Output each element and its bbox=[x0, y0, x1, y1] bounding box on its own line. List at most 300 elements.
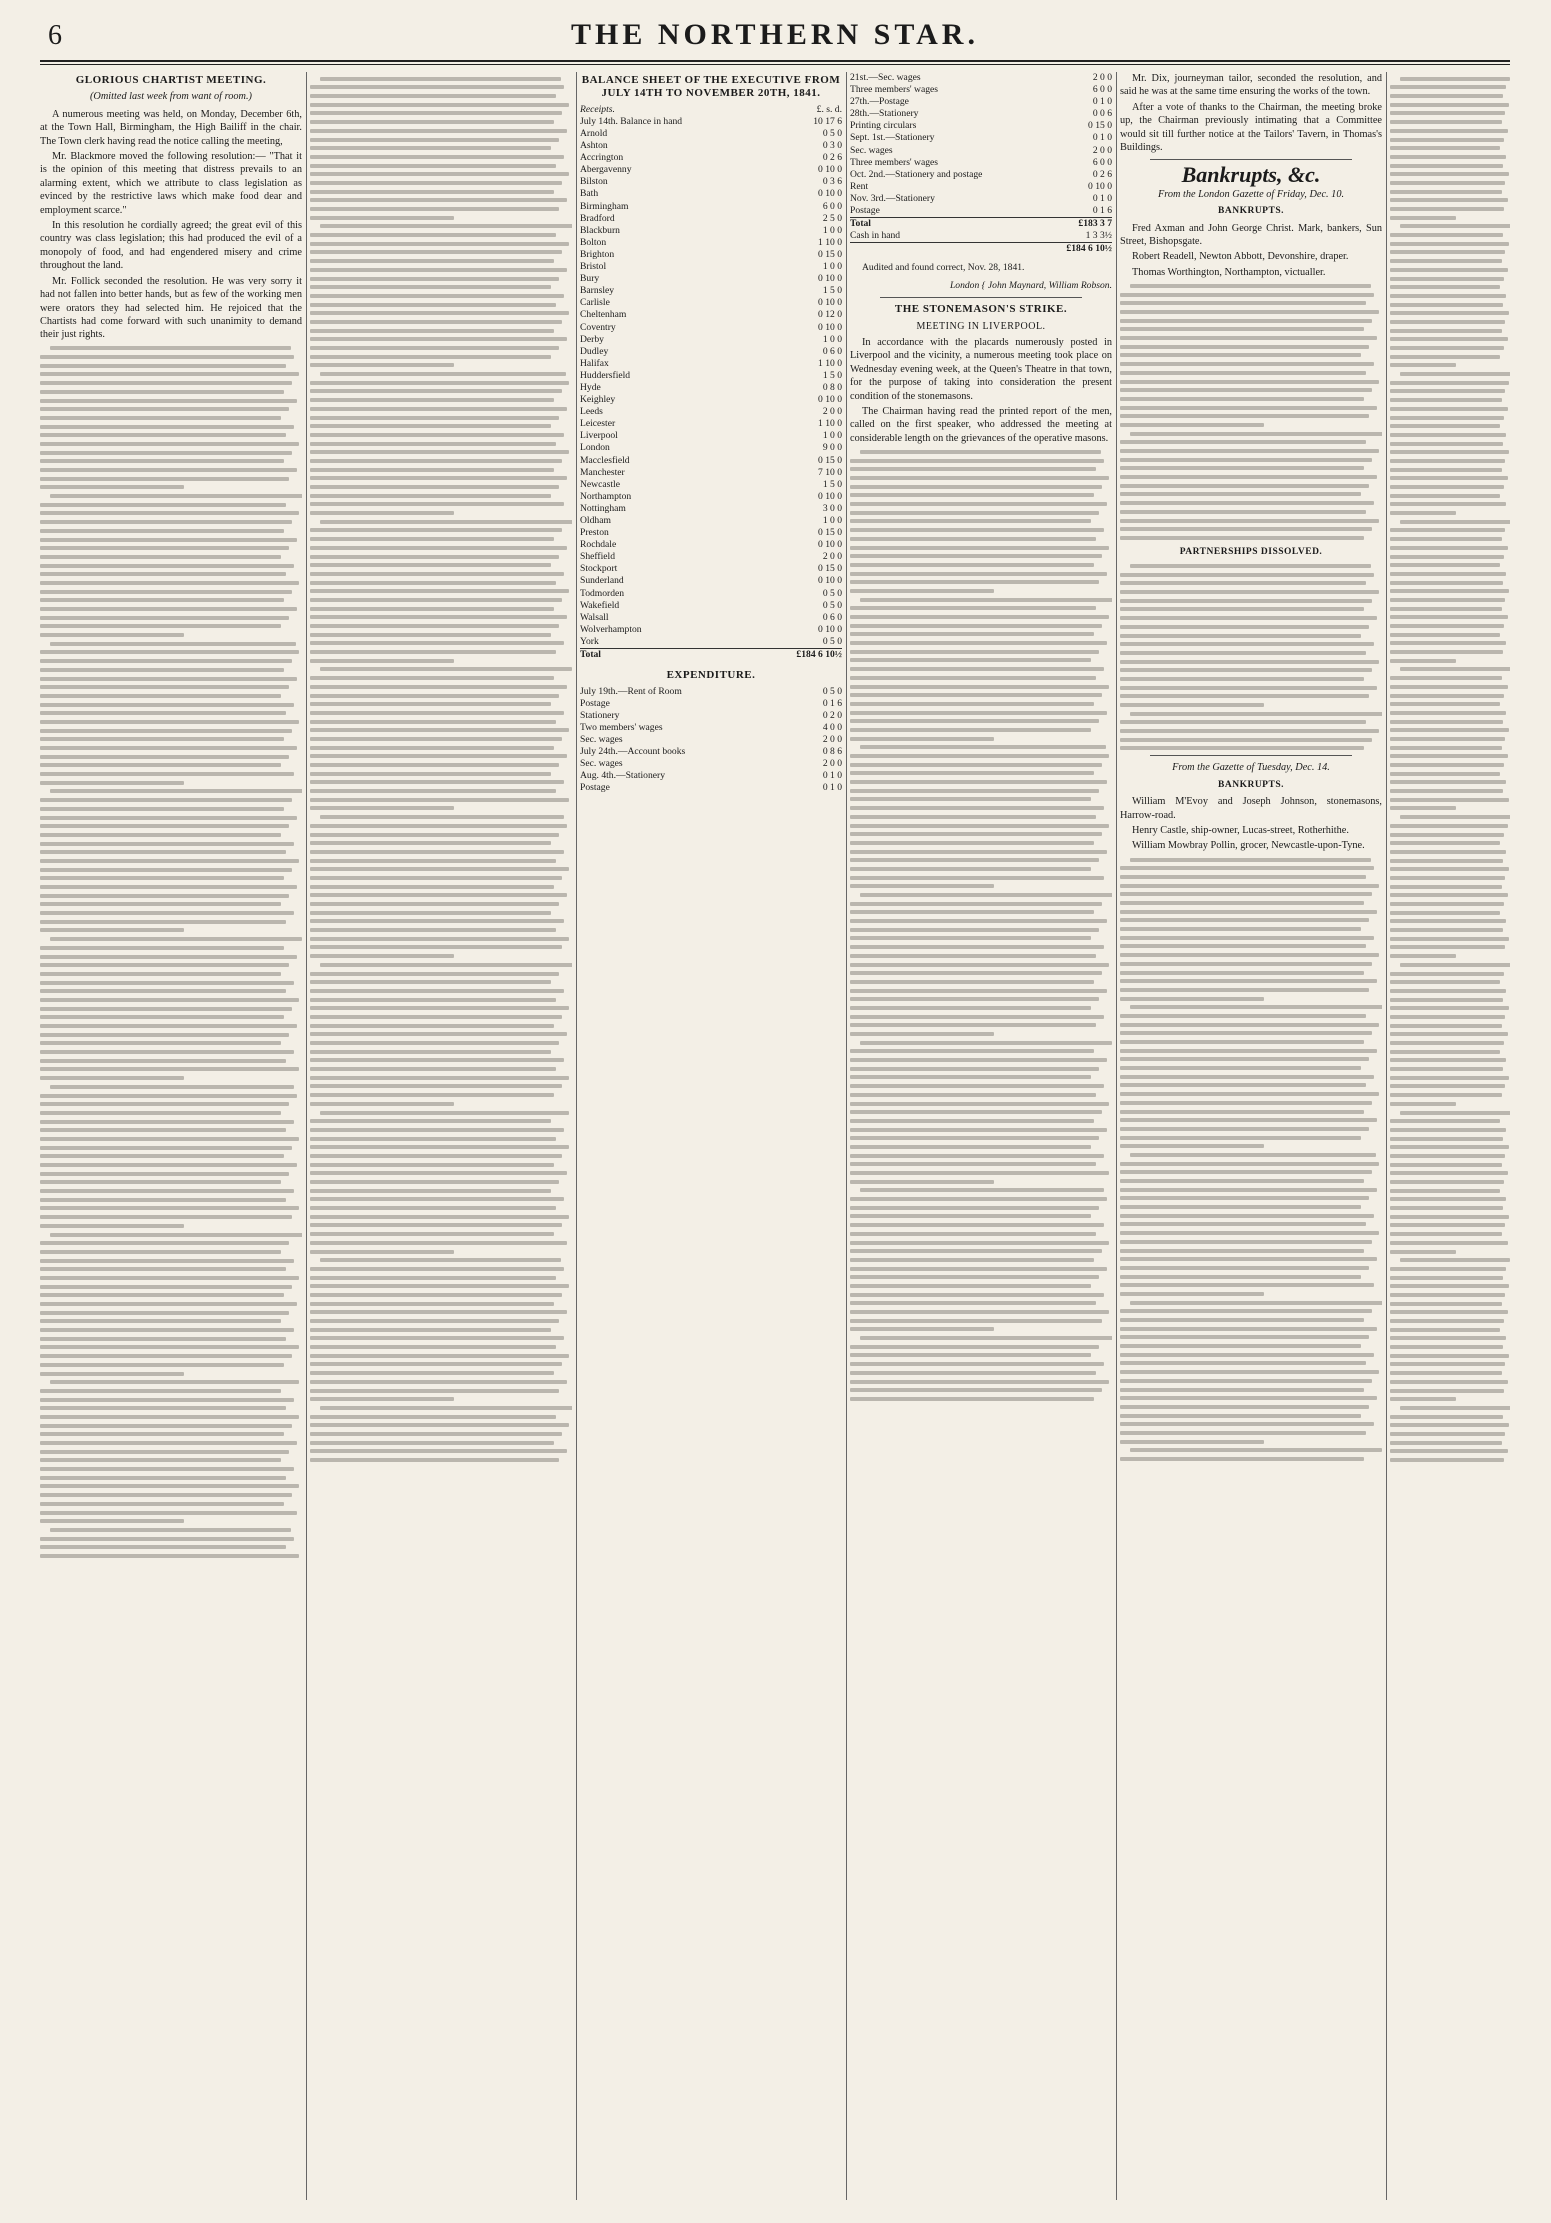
receipt-row-item: Bury bbox=[580, 273, 600, 285]
text-line-placeholder bbox=[310, 763, 559, 767]
text-line-placeholder bbox=[40, 868, 292, 872]
text-line-placeholder bbox=[40, 1406, 286, 1410]
text-line-placeholder bbox=[1390, 1267, 1506, 1271]
text-line-placeholder bbox=[310, 720, 556, 724]
text-line-placeholder bbox=[40, 1146, 292, 1150]
receipt-row-item: Abergavenny bbox=[580, 164, 632, 176]
text-line-placeholder bbox=[850, 624, 1102, 628]
text-line-placeholder bbox=[850, 1119, 1094, 1123]
expenditure-row-amount: 2 0 0 bbox=[822, 758, 842, 770]
text-line-placeholder bbox=[850, 832, 1102, 836]
text-line-placeholder bbox=[850, 502, 1107, 506]
receipt-row bbox=[580, 261, 842, 273]
expenditure-row bbox=[850, 72, 1112, 84]
text-line-placeholder bbox=[850, 1084, 1104, 1088]
text-line-placeholder bbox=[40, 1389, 281, 1393]
receipt-row-amount: 1 0 0 bbox=[822, 333, 842, 345]
text-line-placeholder bbox=[310, 1449, 567, 1453]
text-line-placeholder bbox=[1390, 581, 1503, 585]
expenditure-row-item: Stationery bbox=[580, 709, 620, 721]
column-divider bbox=[306, 72, 307, 2200]
text-line-placeholder bbox=[310, 433, 564, 437]
text-line-placeholder bbox=[1390, 1319, 1504, 1323]
receipt-row-amount: 0 10 0 bbox=[818, 394, 842, 406]
text-line-placeholder bbox=[850, 693, 1102, 697]
text-line-placeholder bbox=[310, 320, 562, 324]
text-line-placeholder bbox=[1390, 303, 1503, 307]
text-line-placeholder bbox=[310, 303, 556, 307]
receipt-row-item: Walsall bbox=[580, 611, 609, 623]
text-line-placeholder bbox=[40, 659, 292, 663]
receipt-row-amount: 3 0 0 bbox=[822, 502, 842, 514]
article-paragraph: Mr. Blackmore moved the following resolution:— "That it is the opinion of this meeting that distress prevails to an alarming extent, which we attribute to class legislation as evinced by the restrictive laws which make food dear and employment scarce." bbox=[40, 151, 302, 216]
receipt-row bbox=[580, 624, 842, 636]
text-line-placeholder bbox=[1120, 423, 1264, 427]
text-line-placeholder bbox=[1390, 1276, 1503, 1280]
expenditure-row bbox=[850, 157, 1112, 169]
text-line-placeholder bbox=[40, 1328, 294, 1332]
text-line-placeholder bbox=[850, 1249, 1102, 1253]
text-line-placeholder bbox=[1400, 520, 1510, 524]
text-line-placeholder bbox=[310, 242, 569, 246]
text-line-placeholder bbox=[850, 493, 1094, 497]
expenditure-row-item: Sec. wages bbox=[850, 144, 893, 156]
text-line-placeholder bbox=[40, 1120, 294, 1124]
text-line-placeholder bbox=[1390, 424, 1500, 428]
text-line-placeholder bbox=[40, 1172, 289, 1176]
text-line-placeholder bbox=[850, 771, 1094, 775]
text-line-placeholder bbox=[850, 1362, 1104, 1366]
text-line-placeholder bbox=[310, 416, 559, 420]
text-line-placeholder bbox=[40, 955, 297, 959]
text-line-placeholder bbox=[850, 815, 1096, 819]
text-line-placeholder bbox=[310, 972, 559, 976]
text-line-placeholder bbox=[1120, 293, 1374, 297]
receipts-total-amount: £184 6 10½ bbox=[778, 649, 842, 662]
text-line-placeholder bbox=[320, 224, 572, 228]
text-line-placeholder bbox=[310, 1032, 567, 1036]
article-paragraph: Mr. Dix, journeyman tailor, seconded the resolution, and said he was at the same time ensuring the works of the town. bbox=[1120, 73, 1382, 98]
receipt-row-amount: 1 10 0 bbox=[818, 236, 842, 248]
text-line-placeholder bbox=[1390, 720, 1503, 724]
text-line-placeholder bbox=[1390, 1041, 1504, 1045]
text-line-placeholder bbox=[1390, 485, 1504, 489]
text-line-placeholder bbox=[1120, 301, 1366, 305]
text-line-placeholder bbox=[1390, 598, 1505, 602]
expenditure-row bbox=[850, 169, 1112, 181]
expenditure-row bbox=[580, 758, 842, 770]
text-line-placeholder bbox=[850, 1319, 1102, 1323]
text-line-placeholder bbox=[310, 355, 551, 359]
text-line-placeholder bbox=[310, 1058, 564, 1062]
gazette-source: From the Gazette of Tuesday, Dec. 14. bbox=[1172, 762, 1330, 774]
text-line-placeholder bbox=[1390, 746, 1502, 750]
text-line-placeholder bbox=[40, 607, 297, 611]
text-line-placeholder bbox=[850, 554, 1102, 558]
text-line-placeholder bbox=[310, 1206, 556, 1210]
text-line-placeholder bbox=[1120, 1144, 1264, 1148]
text-line-placeholder bbox=[1120, 979, 1377, 983]
text-line-placeholder bbox=[310, 624, 559, 628]
expenditure-row-amount: 0 10 0 bbox=[1088, 180, 1112, 192]
text-line-placeholder bbox=[1390, 650, 1503, 654]
text-line-placeholder bbox=[310, 694, 559, 698]
text-line-placeholder bbox=[320, 77, 561, 81]
column-1 bbox=[40, 72, 302, 2200]
column-2 bbox=[310, 72, 572, 2200]
text-line-placeholder bbox=[1390, 216, 1456, 220]
text-line-placeholder bbox=[40, 1033, 289, 1037]
currency-header: £. s. d. bbox=[816, 103, 842, 115]
text-line-placeholder bbox=[850, 485, 1102, 489]
receipt-row bbox=[580, 636, 842, 649]
text-line-placeholder bbox=[310, 1067, 556, 1071]
text-line-placeholder bbox=[1390, 1371, 1502, 1375]
text-line-placeholder bbox=[310, 1024, 554, 1028]
text-line-placeholder bbox=[1390, 172, 1509, 176]
text-line-placeholder bbox=[1120, 380, 1379, 384]
text-line-placeholder bbox=[1390, 911, 1500, 915]
text-line-placeholder bbox=[1390, 138, 1504, 142]
text-line-placeholder bbox=[850, 737, 994, 741]
text-line-placeholder bbox=[850, 1180, 994, 1184]
text-line-placeholder bbox=[310, 833, 559, 837]
article-subheading: MEETING IN LIVERPOOL. bbox=[916, 320, 1046, 332]
text-line-placeholder bbox=[310, 146, 551, 150]
text-line-placeholder bbox=[310, 937, 569, 941]
text-line-placeholder bbox=[1390, 972, 1504, 976]
text-line-placeholder bbox=[40, 1206, 299, 1210]
audit-note: Audited and found correct, Nov. 28, 1841. bbox=[862, 262, 1025, 274]
text-line-placeholder bbox=[1400, 224, 1510, 228]
receipt-row bbox=[580, 237, 842, 249]
text-line-placeholder bbox=[40, 807, 284, 811]
receipt-row-amount: 0 15 0 bbox=[818, 527, 842, 539]
text-line-placeholder bbox=[1390, 442, 1503, 446]
text-line-placeholder bbox=[1130, 432, 1382, 436]
text-line-placeholder bbox=[1390, 94, 1503, 98]
text-line-placeholder bbox=[1120, 651, 1366, 655]
text-line-placeholder bbox=[1390, 468, 1502, 472]
text-line-placeholder bbox=[310, 1415, 556, 1419]
receipt-row-amount: 0 10 0 bbox=[818, 273, 842, 285]
text-line-placeholder bbox=[1390, 711, 1506, 715]
text-line-placeholder bbox=[310, 1128, 564, 1132]
text-line-placeholder bbox=[1120, 1057, 1369, 1061]
receipt-row-item: Todmorden bbox=[580, 587, 625, 599]
text-line-placeholder bbox=[40, 816, 297, 820]
expenditure-row-item: Nov. 3rd.—Stationery bbox=[850, 192, 935, 204]
text-line-placeholder bbox=[850, 511, 1099, 515]
text-line-placeholder bbox=[1390, 694, 1504, 698]
receipt-row-amount: 0 5 0 bbox=[822, 635, 842, 647]
body-text-continuation bbox=[1120, 564, 1382, 750]
text-line-placeholder bbox=[310, 1319, 559, 1323]
text-line-placeholder bbox=[850, 1310, 1109, 1314]
text-line-placeholder bbox=[860, 1336, 1112, 1340]
receipt-row bbox=[580, 406, 842, 418]
text-line-placeholder bbox=[850, 919, 1107, 923]
text-line-placeholder bbox=[850, 1058, 1107, 1062]
text-line-placeholder bbox=[1120, 397, 1364, 401]
article-paragraph: In accordance with the placards numerously posted in Liverpool and the vicinity, a numerous meeting took place on Wednesday evening week, at the Queen's Theatre in that town, for the purpose of taking into consideration the present condition of the stonemasons. bbox=[850, 337, 1112, 402]
column-6 bbox=[1390, 72, 1510, 2200]
receipt-row bbox=[580, 503, 842, 515]
text-line-placeholder bbox=[40, 1259, 294, 1263]
receipt-row-amount: 1 0 0 bbox=[822, 224, 842, 236]
text-line-placeholder bbox=[850, 884, 994, 888]
text-line-placeholder bbox=[1120, 625, 1369, 629]
text-line-placeholder bbox=[40, 894, 289, 898]
text-line-placeholder bbox=[40, 989, 286, 993]
text-line-placeholder bbox=[1120, 668, 1372, 672]
article-paragraph: In this resolution he cordially agreed; the great evil of this country was class legislation; this had produced the evil of a monopoly of food, and had engendered misery and crime throughout the land. bbox=[40, 220, 302, 272]
text-line-placeholder bbox=[310, 285, 551, 289]
text-line-placeholder bbox=[1390, 841, 1500, 845]
receipt-row-item: Halifax bbox=[580, 357, 609, 369]
text-line-placeholder bbox=[850, 1214, 1091, 1218]
text-line-placeholder bbox=[1120, 953, 1379, 957]
text-line-placeholder bbox=[1390, 511, 1456, 515]
receipt-row bbox=[580, 527, 842, 539]
text-line-placeholder bbox=[1120, 362, 1374, 366]
expenditure-row-amount: 0 2 6 bbox=[1092, 168, 1112, 180]
text-line-placeholder bbox=[1390, 702, 1500, 706]
text-line-placeholder bbox=[40, 746, 297, 750]
text-line-placeholder bbox=[310, 789, 556, 793]
text-line-placeholder bbox=[310, 1362, 562, 1366]
text-line-placeholder bbox=[40, 998, 299, 1002]
expenditure-row-item: Oct. 2nd.—Stationery and postage bbox=[850, 168, 983, 180]
text-line-placeholder bbox=[1390, 1250, 1456, 1254]
receipt-row bbox=[580, 600, 842, 612]
text-line-placeholder bbox=[40, 425, 294, 429]
text-line-placeholder bbox=[1120, 371, 1366, 375]
text-line-placeholder bbox=[1390, 615, 1508, 619]
text-line-placeholder bbox=[310, 528, 562, 532]
text-line-placeholder bbox=[850, 1102, 1109, 1106]
text-line-placeholder bbox=[310, 268, 567, 272]
text-line-placeholder bbox=[1120, 1170, 1372, 1174]
text-line-placeholder bbox=[1390, 833, 1504, 837]
text-line-placeholder bbox=[40, 451, 292, 455]
text-line-placeholder bbox=[1390, 998, 1503, 1002]
text-line-placeholder bbox=[850, 1145, 1091, 1149]
text-line-placeholder bbox=[1120, 1266, 1369, 1270]
balance-sheet-heading: BALANCE SHEET OF THE EXECUTIVE FROM JULY 14TH TO NOVEMBER 20TH, 1841. bbox=[581, 74, 841, 100]
text-line-placeholder bbox=[1130, 564, 1371, 568]
text-line-placeholder bbox=[1390, 155, 1506, 159]
text-line-placeholder bbox=[1390, 980, 1500, 984]
receipt-row-item: Stockport bbox=[580, 563, 618, 575]
text-line-placeholder bbox=[310, 598, 562, 602]
text-line-placeholder bbox=[1120, 345, 1369, 349]
text-line-placeholder bbox=[40, 981, 294, 985]
text-line-placeholder bbox=[1390, 1137, 1503, 1141]
column-divider bbox=[576, 72, 577, 2200]
expenditure-row bbox=[850, 84, 1112, 96]
text-line-placeholder bbox=[1390, 641, 1506, 645]
expenditure-row bbox=[850, 132, 1112, 144]
text-line-placeholder bbox=[40, 833, 281, 837]
receipt-row-amount: 7 10 0 bbox=[818, 466, 842, 478]
expenditure-row-item: Sec. wages bbox=[580, 758, 623, 770]
text-line-placeholder bbox=[310, 1215, 569, 1219]
text-line-placeholder bbox=[1390, 824, 1508, 828]
text-line-placeholder bbox=[1390, 928, 1503, 932]
receipt-row-amount: 0 10 0 bbox=[818, 164, 842, 176]
text-line-placeholder bbox=[40, 1102, 289, 1106]
receipt-row bbox=[580, 575, 842, 587]
text-line-placeholder bbox=[310, 85, 564, 89]
text-line-placeholder bbox=[40, 555, 281, 559]
receipt-row-amount: 0 5 0 bbox=[822, 587, 842, 599]
text-line-placeholder bbox=[310, 233, 556, 237]
text-line-placeholder bbox=[310, 563, 551, 567]
text-line-placeholder bbox=[1120, 1222, 1366, 1226]
text-line-placeholder bbox=[310, 294, 564, 298]
column-3 bbox=[580, 72, 842, 2200]
text-line-placeholder bbox=[850, 685, 1109, 689]
text-line-placeholder bbox=[40, 468, 297, 472]
text-line-placeholder bbox=[310, 641, 564, 645]
text-line-placeholder bbox=[1120, 1457, 1364, 1461]
text-line-placeholder bbox=[850, 806, 1104, 810]
text-line-placeholder bbox=[1390, 1145, 1509, 1149]
text-line-placeholder bbox=[320, 667, 572, 671]
text-line-placeholder bbox=[40, 911, 294, 915]
text-line-placeholder bbox=[1390, 850, 1506, 854]
expenditure-row-amount: 2 0 0 bbox=[822, 733, 842, 745]
text-line-placeholder bbox=[40, 1067, 299, 1071]
receipt-row bbox=[580, 346, 842, 358]
text-line-placeholder bbox=[1120, 1335, 1369, 1339]
text-line-placeholder bbox=[40, 364, 286, 368]
text-line-placeholder bbox=[310, 980, 551, 984]
body-text-continuation bbox=[1120, 284, 1382, 540]
text-line-placeholder bbox=[40, 1285, 292, 1289]
text-line-placeholder bbox=[850, 1327, 994, 1331]
text-line-placeholder bbox=[310, 859, 556, 863]
text-line-placeholder bbox=[310, 389, 562, 393]
text-line-placeholder bbox=[1390, 407, 1508, 411]
bankrupt-entry: William M'Evoy and Joseph Johnson, stonemasons, Harrow-road. bbox=[1120, 796, 1382, 821]
text-line-placeholder bbox=[1390, 528, 1505, 532]
expenditure-row-amount: 2 0 0 bbox=[1092, 144, 1112, 156]
text-line-placeholder bbox=[40, 538, 297, 542]
expenditure-row-item: Aug. 4th.—Stationery bbox=[580, 770, 666, 782]
text-line-placeholder bbox=[1120, 536, 1364, 540]
text-line-placeholder bbox=[40, 1250, 281, 1254]
expenditure-row-amount: 6 0 0 bbox=[1092, 84, 1112, 96]
text-line-placeholder bbox=[40, 598, 284, 602]
text-line-placeholder bbox=[310, 546, 567, 550]
text-line-placeholder bbox=[1390, 780, 1506, 784]
text-line-placeholder bbox=[40, 824, 289, 828]
receipt-row-item: Coventry bbox=[580, 321, 616, 333]
text-line-placeholder bbox=[310, 1276, 556, 1280]
text-line-placeholder bbox=[850, 1015, 1104, 1019]
receipt-row-item: Preston bbox=[580, 527, 609, 539]
text-line-placeholder bbox=[1120, 475, 1377, 479]
receipt-row-amount: 2 5 0 bbox=[822, 212, 842, 224]
receipt-row-item: Newcastle bbox=[580, 478, 620, 490]
expenditure-row-item: Printing circulars bbox=[850, 120, 917, 132]
text-line-placeholder bbox=[1390, 1380, 1508, 1384]
text-line-placeholder bbox=[310, 1145, 569, 1149]
text-line-placeholder bbox=[310, 277, 559, 281]
expenditure-row-item: July 24th.—Account books bbox=[580, 746, 686, 757]
text-line-placeholder bbox=[1390, 859, 1503, 863]
text-line-placeholder bbox=[310, 893, 567, 897]
text-line-placeholder bbox=[310, 954, 454, 958]
expenditure-row bbox=[850, 193, 1112, 205]
text-line-placeholder bbox=[310, 1345, 556, 1349]
text-line-placeholder bbox=[850, 537, 1096, 541]
text-line-placeholder bbox=[850, 1128, 1107, 1132]
text-line-placeholder bbox=[850, 902, 1102, 906]
expenditure-row bbox=[580, 770, 842, 782]
text-line-placeholder bbox=[1400, 77, 1510, 81]
bankrupt-entry: Thomas Worthington, Northampton, victualler. bbox=[1132, 266, 1326, 278]
text-line-placeholder bbox=[1120, 1101, 1372, 1105]
text-line-placeholder bbox=[1390, 355, 1500, 359]
expenditure-row-amount: 0 1 6 bbox=[822, 697, 842, 709]
text-line-placeholder bbox=[850, 711, 1107, 715]
text-line-placeholder bbox=[1390, 1093, 1502, 1097]
receipt-row bbox=[580, 430, 842, 442]
text-line-placeholder bbox=[850, 528, 1104, 532]
text-line-placeholder bbox=[860, 893, 1112, 897]
text-line-placeholder bbox=[1390, 433, 1506, 437]
receipt-row-amount: 0 8 0 bbox=[822, 381, 842, 393]
text-line-placeholder bbox=[310, 737, 562, 741]
text-line-placeholder bbox=[40, 677, 297, 681]
text-line-placeholder bbox=[310, 511, 454, 515]
text-line-placeholder bbox=[40, 798, 292, 802]
receipt-row-amount: 1 5 0 bbox=[822, 285, 842, 297]
text-line-placeholder bbox=[1120, 686, 1377, 690]
text-line-placeholder bbox=[40, 390, 284, 394]
text-line-placeholder bbox=[310, 120, 554, 124]
body-text-continuation bbox=[1120, 858, 1382, 1461]
text-line-placeholder bbox=[1390, 1076, 1509, 1080]
text-line-placeholder bbox=[850, 1197, 1107, 1201]
text-line-placeholder bbox=[1390, 459, 1505, 463]
text-line-placeholder bbox=[850, 1049, 1094, 1053]
text-line-placeholder bbox=[1120, 927, 1361, 931]
text-line-placeholder bbox=[40, 477, 289, 481]
expenditure-row-item: Rent bbox=[850, 180, 869, 192]
receipt-row bbox=[580, 358, 842, 370]
text-line-placeholder bbox=[40, 737, 284, 741]
text-line-placeholder bbox=[850, 780, 1107, 784]
text-line-placeholder bbox=[310, 1197, 564, 1201]
text-line-placeholder bbox=[50, 642, 296, 646]
text-line-placeholder bbox=[850, 1267, 1107, 1271]
text-line-placeholder bbox=[1400, 815, 1510, 819]
text-line-placeholder bbox=[850, 459, 1104, 463]
receipt-row bbox=[580, 309, 842, 321]
text-line-placeholder bbox=[310, 676, 554, 680]
text-line-placeholder bbox=[1390, 1215, 1509, 1219]
receipt-row-amount: 2 0 0 bbox=[822, 406, 842, 418]
text-line-placeholder bbox=[310, 476, 567, 480]
text-line-placeholder bbox=[310, 1223, 562, 1227]
text-line-placeholder bbox=[310, 1163, 554, 1167]
receipt-row bbox=[580, 467, 842, 479]
text-line-placeholder bbox=[310, 181, 562, 185]
